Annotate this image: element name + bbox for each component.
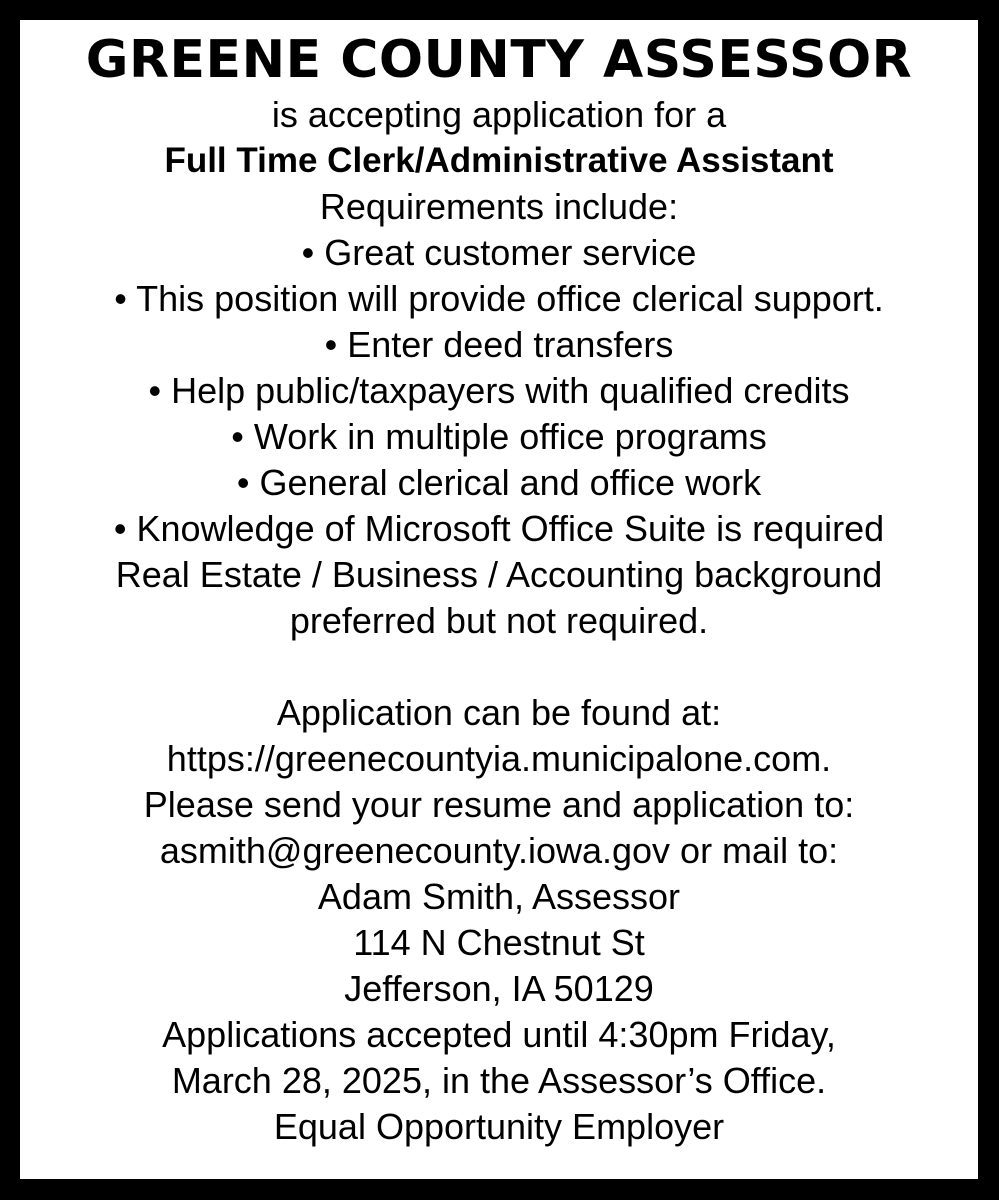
email-address: asmith@greenecounty.iowa.gov or mail to: (159, 830, 839, 871)
requirement-item: • This position will provide office clerical support. (114, 278, 884, 319)
deadline-text: Applications accepted until 4:30pm Friday, (162, 1014, 836, 1055)
requirements-heading: Requirements include: (319, 186, 679, 227)
address-street: 114 N Chestnut St (353, 922, 645, 963)
requirement-item: • Great customer service (301, 232, 697, 273)
requirement-item: • General clerical and office work (236, 462, 762, 503)
job-posting (20, 28, 978, 1150)
posting-title: GREENE COUNTY ASSESSOR (85, 30, 913, 90)
position-title: Full Time Clerk/Administrative Assistant (164, 141, 834, 180)
application-url: https://greenecountyia.municipalone.com. (166, 738, 832, 779)
requirement-item: • Help public/taxpayers with qualified credits (148, 370, 850, 411)
contact-name: Adam Smith, Assessor (317, 876, 681, 917)
requirement-item: • Knowledge of Microsoft Office Suite is required (113, 508, 885, 549)
address-city: Jefferson, IA 50129 (344, 968, 654, 1009)
deadline-date: March 28, 2025, in the Assessor’s Office. (171, 1060, 827, 1101)
preferred-background: Real Estate / Business / Accounting background (115, 554, 883, 595)
requirement-item: • Work in multiple office programs (231, 416, 767, 457)
send-instructions: Please send your resume and application to: (143, 784, 855, 825)
intro-text: is accepting application for a (271, 94, 727, 135)
application-heading: Application can be found at: (276, 692, 722, 733)
spacer (20, 644, 978, 690)
requirement-item: • Enter deed transfers (324, 324, 674, 365)
eoe-statement: Equal Opportunity Employer (273, 1106, 725, 1147)
preferred-note: preferred but not required. (289, 600, 709, 641)
